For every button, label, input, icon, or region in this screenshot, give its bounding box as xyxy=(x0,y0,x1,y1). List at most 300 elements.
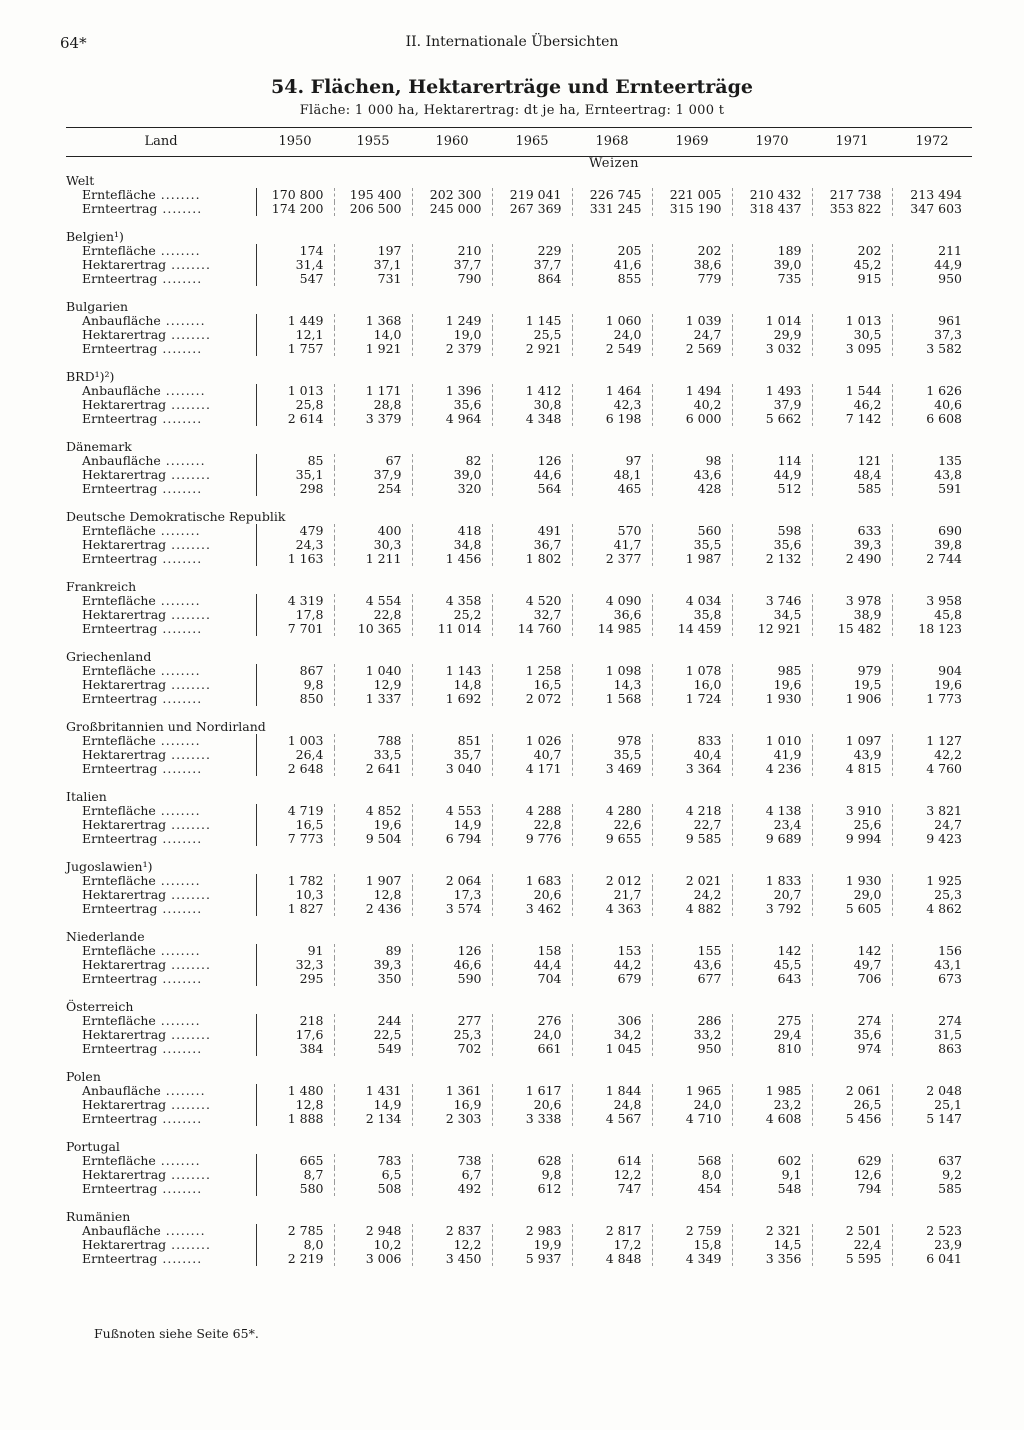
spacer-row xyxy=(66,1056,972,1070)
measure-label: Hektarertrag ..... xyxy=(66,1028,256,1042)
value-cell: 24,7 xyxy=(892,818,972,832)
value-cell: 19,6 xyxy=(334,818,412,832)
spacer-row xyxy=(66,1126,972,1140)
value-cell: 633 xyxy=(812,524,892,538)
section-heading: II. Internationale Übersichten xyxy=(405,34,619,50)
table-row xyxy=(66,1042,972,1056)
value-cell: 665 xyxy=(256,1154,334,1168)
header-row xyxy=(66,130,972,154)
value-cell: 26,4 xyxy=(256,748,334,762)
value-cell: 1 449 xyxy=(256,314,334,328)
value-cell: 37,3 xyxy=(892,328,972,342)
value-cell: 39,3 xyxy=(812,538,892,552)
value-cell: 850 xyxy=(256,692,334,706)
measure-label: Hektarertrag ..... xyxy=(66,468,256,482)
measure-label: Anbaufläche ..... xyxy=(66,384,256,398)
value-cell: 22,7 xyxy=(652,818,732,832)
value-cell: 4 553 xyxy=(412,804,492,818)
value-cell: 794 xyxy=(812,1182,892,1196)
value-cell: 35,1 xyxy=(256,468,334,482)
value-cell: 37,9 xyxy=(732,398,812,412)
value-cell: 14 985 xyxy=(572,622,652,636)
measure-label: Hektarertrag ..... xyxy=(66,328,256,342)
value-cell: 864 xyxy=(492,272,572,286)
value-cell: 1 930 xyxy=(812,874,892,888)
value-cell: 2 021 xyxy=(652,874,732,888)
value-cell: 12 921 xyxy=(732,622,812,636)
value-cell: 1 906 xyxy=(812,692,892,706)
value-cell: 29,0 xyxy=(812,888,892,902)
value-cell: 637 xyxy=(892,1154,972,1168)
value-cell: 12,8 xyxy=(334,888,412,902)
table-row xyxy=(66,734,972,748)
value-cell: 1 683 xyxy=(492,874,572,888)
measure-label: Anbaufläche ..... xyxy=(66,1084,256,1098)
spacer-cell xyxy=(66,1056,972,1070)
value-cell: 978 xyxy=(572,734,652,748)
table-row xyxy=(66,552,972,566)
measure-label: Ernteertrag ..... xyxy=(66,1182,256,1196)
value-cell: 950 xyxy=(892,272,972,286)
table-row xyxy=(66,958,972,972)
value-cell: 1 143 xyxy=(412,664,492,678)
value-cell: 2 061 xyxy=(812,1084,892,1098)
measure-label: Erntefläche ..... xyxy=(66,594,256,608)
spacer-row xyxy=(66,636,972,650)
value-cell: 673 xyxy=(892,972,972,986)
value-cell: 35,6 xyxy=(732,538,812,552)
value-cell: 679 xyxy=(572,972,652,986)
value-cell: 3 095 xyxy=(812,342,892,356)
measure-label: Anbaufläche ..... xyxy=(66,1224,256,1238)
value-cell: 643 xyxy=(732,972,812,986)
value-cell: 6 041 xyxy=(892,1252,972,1266)
country-name: Jugoslawien¹) xyxy=(66,859,153,874)
table-row xyxy=(66,1014,972,1028)
value-cell: 45,5 xyxy=(732,958,812,972)
value-cell: 12,1 xyxy=(256,328,334,342)
year-header: 1955 xyxy=(356,134,390,149)
measure-label: Ernteertrag ..... xyxy=(66,622,256,636)
country-row xyxy=(66,230,972,244)
value-cell: 479 xyxy=(256,524,334,538)
value-cell: 4 608 xyxy=(732,1112,812,1126)
table-row xyxy=(66,538,972,552)
value-cell: 779 xyxy=(652,272,732,286)
value-cell: 1 617 xyxy=(492,1084,572,1098)
country-name: BRD¹)²) xyxy=(66,369,115,384)
table-row xyxy=(66,664,972,678)
value-cell: 16,5 xyxy=(492,678,572,692)
value-cell: 25,1 xyxy=(892,1098,972,1112)
country-row xyxy=(66,580,972,594)
value-cell: 4 349 xyxy=(652,1252,732,1266)
spacer-row xyxy=(66,1196,972,1210)
value-cell: 4 288 xyxy=(492,804,572,818)
measure-label: Erntefläche ..... xyxy=(66,1154,256,1168)
table-row xyxy=(66,412,972,426)
value-cell: 2 132 xyxy=(732,552,812,566)
value-cell: 19,0 xyxy=(412,328,492,342)
value-cell: 549 xyxy=(334,1042,412,1056)
value-cell: 9 776 xyxy=(492,832,572,846)
value-cell: 2 072 xyxy=(492,692,572,706)
value-cell: 1 412 xyxy=(492,384,572,398)
measure-label: Hektarertrag ..... xyxy=(66,538,256,552)
table-row xyxy=(66,342,972,356)
value-cell: 1 098 xyxy=(572,664,652,678)
year-header: 1950 xyxy=(278,134,312,149)
measure-label: Hektarertrag ..... xyxy=(66,678,256,692)
value-cell: 16,5 xyxy=(256,818,334,832)
value-cell: 24,7 xyxy=(652,328,732,342)
value-cell: 2 641 xyxy=(334,762,412,776)
value-cell: 598 xyxy=(732,524,812,538)
spacer-row xyxy=(66,846,972,860)
value-cell: 4 882 xyxy=(652,902,732,916)
measure-label: Ernteertrag ..... xyxy=(66,692,256,706)
value-cell: 34,8 xyxy=(412,538,492,552)
value-cell: 2 377 xyxy=(572,552,652,566)
value-cell: 126 xyxy=(412,944,492,958)
value-cell: 564 xyxy=(492,482,572,496)
value-cell: 97 xyxy=(572,454,652,468)
value-cell: 4 358 xyxy=(412,594,492,608)
spacer-cell xyxy=(66,154,256,174)
value-cell: 1 060 xyxy=(572,314,652,328)
table-row xyxy=(66,608,972,622)
value-cell: 3 746 xyxy=(732,594,812,608)
value-cell: 1 078 xyxy=(652,664,732,678)
country-name: Welt xyxy=(66,173,95,188)
measure-label: Hektarertrag ..... xyxy=(66,748,256,762)
value-cell: 735 xyxy=(732,272,812,286)
value-cell: 36,6 xyxy=(572,608,652,622)
value-cell: 14,8 xyxy=(412,678,492,692)
country-row xyxy=(66,300,972,314)
value-cell: 35,7 xyxy=(412,748,492,762)
value-cell: 24,8 xyxy=(572,1098,652,1112)
value-cell: 3 338 xyxy=(492,1112,572,1126)
spacer-cell xyxy=(66,216,972,230)
value-cell: 4 852 xyxy=(334,804,412,818)
value-cell: 2 134 xyxy=(334,1112,412,1126)
year-header: 1970 xyxy=(755,134,789,149)
value-cell: 6,5 xyxy=(334,1168,412,1182)
value-cell: 14,9 xyxy=(334,1098,412,1112)
value-cell: 5 937 xyxy=(492,1252,572,1266)
measure-label: Ernteertrag ..... xyxy=(66,1112,256,1126)
spacer-row xyxy=(66,216,972,230)
value-cell: 2 837 xyxy=(412,1224,492,1238)
value-cell: 40,6 xyxy=(892,398,972,412)
table-row xyxy=(66,1224,972,1238)
table-row xyxy=(66,1238,972,1252)
country-row xyxy=(66,790,972,804)
value-cell: 331 245 xyxy=(572,202,652,216)
value-cell: 174 xyxy=(256,244,334,258)
value-cell: 4 348 xyxy=(492,412,572,426)
value-cell: 19,6 xyxy=(892,678,972,692)
value-cell: 189 xyxy=(732,244,812,258)
value-cell: 4 719 xyxy=(256,804,334,818)
value-cell: 1 013 xyxy=(256,384,334,398)
value-cell: 277 xyxy=(412,1014,492,1028)
value-cell: 15 482 xyxy=(812,622,892,636)
value-cell: 2 523 xyxy=(892,1224,972,1238)
value-cell: 3 910 xyxy=(812,804,892,818)
value-cell: 35,5 xyxy=(652,538,732,552)
spacer-row xyxy=(66,776,972,790)
table-body xyxy=(66,154,972,1266)
value-cell: 29,9 xyxy=(732,328,812,342)
value-cell: 5 456 xyxy=(812,1112,892,1126)
value-cell: 315 190 xyxy=(652,202,732,216)
country-row xyxy=(66,860,972,874)
value-cell: 568 xyxy=(652,1154,732,1168)
value-cell: 37,7 xyxy=(412,258,492,272)
measure-label: Hektarertrag ..... xyxy=(66,1098,256,1112)
table-row xyxy=(66,1028,972,1042)
value-cell: 591 xyxy=(892,482,972,496)
value-cell: 1 163 xyxy=(256,552,334,566)
value-cell: 3 574 xyxy=(412,902,492,916)
value-cell: 428 xyxy=(652,482,732,496)
value-cell: 35,6 xyxy=(812,1028,892,1042)
value-cell: 465 xyxy=(572,482,652,496)
value-cell: 1 010 xyxy=(732,734,812,748)
value-cell: 28,8 xyxy=(334,398,412,412)
value-cell: 12,8 xyxy=(256,1098,334,1112)
value-cell: 384 xyxy=(256,1042,334,1056)
table-row xyxy=(66,902,972,916)
value-cell: 1 833 xyxy=(732,874,812,888)
value-cell: 3 821 xyxy=(892,804,972,818)
value-cell: 44,9 xyxy=(892,258,972,272)
value-cell: 3 792 xyxy=(732,902,812,916)
value-cell: 4 319 xyxy=(256,594,334,608)
value-cell: 67 xyxy=(334,454,412,468)
crop-label: Weizen xyxy=(588,156,640,171)
value-cell: 202 300 xyxy=(412,188,492,202)
value-cell: 44,6 xyxy=(492,468,572,482)
value-cell: 347 603 xyxy=(892,202,972,216)
value-cell: 174 200 xyxy=(256,202,334,216)
value-cell: 1 014 xyxy=(732,314,812,328)
value-cell: 41,9 xyxy=(732,748,812,762)
value-cell: 30,3 xyxy=(334,538,412,552)
table-row xyxy=(66,748,972,762)
value-cell: 1 544 xyxy=(812,384,892,398)
value-cell: 3 958 xyxy=(892,594,972,608)
value-cell: 153 xyxy=(572,944,652,958)
spacer-cell xyxy=(66,1196,972,1210)
value-cell: 43,6 xyxy=(652,958,732,972)
value-cell: 254 xyxy=(334,482,412,496)
value-cell: 16,9 xyxy=(412,1098,492,1112)
measure-label: Ernteertrag ..... xyxy=(66,552,256,566)
value-cell: 19,6 xyxy=(732,678,812,692)
measure-label: Ernteertrag ..... xyxy=(66,972,256,986)
value-cell: 38,6 xyxy=(652,258,732,272)
country-row xyxy=(66,720,972,734)
value-cell: 629 xyxy=(812,1154,892,1168)
table-row xyxy=(66,874,972,888)
value-cell: 33,5 xyxy=(334,748,412,762)
value-cell: 3 469 xyxy=(572,762,652,776)
value-cell: 121 xyxy=(812,454,892,468)
country-name: Österreich xyxy=(66,999,134,1014)
value-cell: 24,3 xyxy=(256,538,334,552)
measure-label: Hektarertrag ..... xyxy=(66,1168,256,1182)
country-name: Rumänien xyxy=(66,1209,131,1224)
value-cell: 197 xyxy=(334,244,412,258)
value-cell: 226 745 xyxy=(572,188,652,202)
value-cell: 2 948 xyxy=(334,1224,412,1238)
value-cell: 1 930 xyxy=(732,692,812,706)
value-cell: 790 xyxy=(412,272,492,286)
value-cell: 547 xyxy=(256,272,334,286)
value-cell: 2 303 xyxy=(412,1112,492,1126)
table-row xyxy=(66,1182,972,1196)
value-cell: 9,1 xyxy=(732,1168,812,1182)
value-cell: 5 147 xyxy=(892,1112,972,1126)
value-cell: 42,2 xyxy=(892,748,972,762)
value-cell: 22,8 xyxy=(334,608,412,622)
value-cell: 21,7 xyxy=(572,888,652,902)
value-cell: 560 xyxy=(652,524,732,538)
measure-label: Ernteertrag ..... xyxy=(66,482,256,496)
value-cell: 4 964 xyxy=(412,412,492,426)
table-row xyxy=(66,832,972,846)
value-cell: 585 xyxy=(892,1182,972,1196)
country-name: Polen xyxy=(66,1069,101,1084)
value-cell: 23,4 xyxy=(732,818,812,832)
value-cell: 738 xyxy=(412,1154,492,1168)
value-cell: 9,8 xyxy=(256,678,334,692)
country-row xyxy=(66,1210,972,1224)
value-cell: 747 xyxy=(572,1182,652,1196)
value-cell: 25,2 xyxy=(412,608,492,622)
value-cell: 2 549 xyxy=(572,342,652,356)
value-cell: 863 xyxy=(892,1042,972,1056)
value-cell: 702 xyxy=(412,1042,492,1056)
value-cell: 14,0 xyxy=(334,328,412,342)
year-header: 1968 xyxy=(595,134,629,149)
measure-label: Erntefläche ..... xyxy=(66,1014,256,1028)
value-cell: 20,6 xyxy=(492,1098,572,1112)
value-cell: 4 848 xyxy=(572,1252,652,1266)
value-cell: 491 xyxy=(492,524,572,538)
value-cell: 20,6 xyxy=(492,888,572,902)
value-cell: 320 xyxy=(412,482,492,496)
value-cell: 37,7 xyxy=(492,258,572,272)
value-cell: 3 450 xyxy=(412,1252,492,1266)
value-cell: 2 012 xyxy=(572,874,652,888)
value-cell: 961 xyxy=(892,314,972,328)
table-row xyxy=(66,1084,972,1098)
value-cell: 24,0 xyxy=(652,1098,732,1112)
value-cell: 2 785 xyxy=(256,1224,334,1238)
country-name: Dänemark xyxy=(66,439,132,454)
value-cell: 1 464 xyxy=(572,384,652,398)
value-cell: 602 xyxy=(732,1154,812,1168)
value-cell: 3 978 xyxy=(812,594,892,608)
value-cell: 276 xyxy=(492,1014,572,1028)
table-row xyxy=(66,244,972,258)
value-cell: 22,4 xyxy=(812,1238,892,1252)
value-cell: 5 662 xyxy=(732,412,812,426)
value-cell: 22,8 xyxy=(492,818,572,832)
value-cell: 1 211 xyxy=(334,552,412,566)
value-cell: 2 744 xyxy=(892,552,972,566)
value-cell: 274 xyxy=(812,1014,892,1028)
table-row xyxy=(66,804,972,818)
value-cell: 2 648 xyxy=(256,762,334,776)
value-cell: 34,2 xyxy=(572,1028,652,1042)
measure-label: Erntefläche ..... xyxy=(66,874,256,888)
measure-label: Hektarertrag ..... xyxy=(66,258,256,272)
value-cell: 1 361 xyxy=(412,1084,492,1098)
value-cell: 39,0 xyxy=(732,258,812,272)
value-cell: 126 xyxy=(492,454,572,468)
value-cell: 904 xyxy=(892,664,972,678)
value-cell: 298 xyxy=(256,482,334,496)
measure-label: Erntefläche ..... xyxy=(66,944,256,958)
spacer-cell xyxy=(66,566,972,580)
value-cell: 318 437 xyxy=(732,202,812,216)
value-cell: 35,5 xyxy=(572,748,652,762)
value-cell: 4 710 xyxy=(652,1112,732,1126)
year-header: 1960 xyxy=(435,134,469,149)
value-cell: 4 815 xyxy=(812,762,892,776)
value-cell: 211 xyxy=(892,244,972,258)
value-cell: 48,1 xyxy=(572,468,652,482)
table-row xyxy=(66,1154,972,1168)
value-cell: 82 xyxy=(412,454,492,468)
measure-label: Hektarertrag ..... xyxy=(66,818,256,832)
value-cell: 2 817 xyxy=(572,1224,652,1238)
value-cell: 1 985 xyxy=(732,1084,812,1098)
measure-label: Erntefläche ..... xyxy=(66,524,256,538)
value-cell: 1 827 xyxy=(256,902,334,916)
value-cell: 4 090 xyxy=(572,594,652,608)
value-cell: 950 xyxy=(652,1042,732,1056)
value-cell: 40,4 xyxy=(652,748,732,762)
value-cell: 4 138 xyxy=(732,804,812,818)
table-row xyxy=(66,524,972,538)
value-cell: 454 xyxy=(652,1182,732,1196)
value-cell: 1 171 xyxy=(334,384,412,398)
value-cell: 142 xyxy=(812,944,892,958)
table-row xyxy=(66,258,972,272)
spacer-cell xyxy=(66,356,972,370)
value-cell: 3 032 xyxy=(732,342,812,356)
value-cell: 1 925 xyxy=(892,874,972,888)
value-cell: 1 396 xyxy=(412,384,492,398)
value-cell: 206 500 xyxy=(334,202,412,216)
measure-label: Erntefläche ..... xyxy=(66,804,256,818)
value-cell: 974 xyxy=(812,1042,892,1056)
table-row xyxy=(66,328,972,342)
value-cell: 12,2 xyxy=(572,1168,652,1182)
value-cell: 37,9 xyxy=(334,468,412,482)
value-cell: 37,1 xyxy=(334,258,412,272)
country-name: Bulgarien xyxy=(66,299,129,314)
measure-label: Ernteertrag ..... xyxy=(66,762,256,776)
value-cell: 2 921 xyxy=(492,342,572,356)
value-cell: 45,2 xyxy=(812,258,892,272)
